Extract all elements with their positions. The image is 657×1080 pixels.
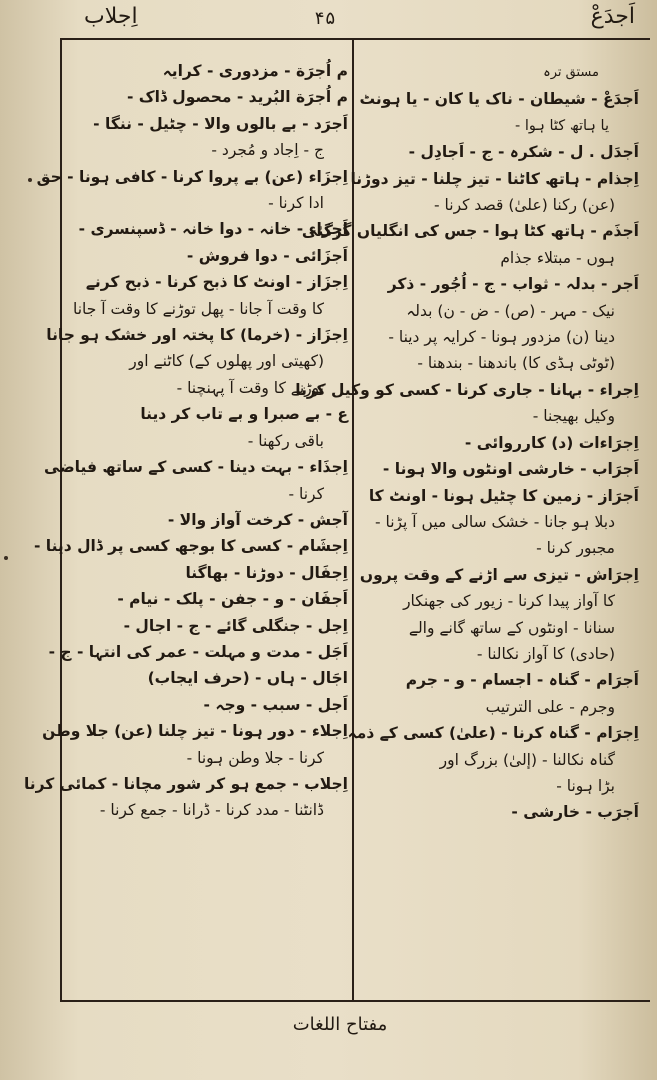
entry-line: یا ہاتھ کٹا ہوا - — [515, 117, 609, 134]
entry-line: اَجدَل . ل - شکرہ - ج - اَجادِل - — [408, 143, 639, 162]
entry-line: اِجزَاز - (خرما) کا پختہ اور خشک ہو جانا — [46, 326, 348, 345]
entry-line: مستق ترہ — [543, 65, 599, 80]
entry-line: اَجرَام - گناہ - اجسام - و - جرم — [405, 671, 639, 690]
entry-line: م اُجرَة - مزدوری - کرایہ — [162, 62, 348, 80]
entry-line: نیک - مہر - (ص) - ض - ن) بدلہ — [406, 301, 615, 320]
entry-line: م اُجرَة البُرید - محصول ڈاک - — [126, 88, 348, 107]
entry-line: اِجل - جنگلی گائے - ج - اجال - — [123, 616, 348, 635]
entry-line: کرنا - جلا وطن ہونا - — [186, 748, 324, 767]
entry-line: مجبور کرنا - — [536, 539, 615, 558]
entry-line: اَجرَاز - زمین کا چٹیل ہونا - اونٹ کا — [368, 486, 639, 505]
entry-line: ع - بے صبرا و بے تاب کر دینا — [140, 405, 348, 424]
header-right-word: اَجدَعْ — [590, 4, 635, 29]
margin-mark — [4, 556, 8, 560]
entry-line: ج - اِجاد و مُجرد - — [211, 141, 324, 160]
entry-line: اَجذَم - ہاتھ کٹا ہوا - جس کی انگلیاں گرگئی — [301, 222, 639, 241]
entry-line: (کھیتی اور پھلوں کے) کاٹنے اور — [129, 352, 324, 371]
entry-line: دبلا ہو جانا - خشک سالی میں آ پڑنا - — [374, 512, 615, 531]
entry-line: اَجل - سبب - وجہ - — [203, 695, 348, 714]
entry-line: وجرم - علی الترتیب — [485, 697, 615, 716]
entry-line: اَجفَان - و - جفن - پلک - نیام - — [117, 590, 348, 609]
margin-mark — [28, 178, 32, 182]
entry-line: اِجرَاءات (د) کارروائی - — [464, 433, 639, 452]
entry-line: کرنا - — [288, 484, 324, 503]
page-number: ۴۵ — [314, 8, 336, 29]
entry-line: دینا (ن) مزدور ہونا - کرایہ پر دینا - — [388, 328, 615, 347]
entry-line: (عن) رکنا (علیٰ) قصد کرنا - — [434, 196, 615, 215]
entry-line: اَجر - بدلہ - ثواب - ج - اُجُور - ذکر — [387, 275, 639, 294]
entry-line: ہوں - مبتلاء جذام — [500, 248, 615, 267]
entry-line: (ٹوٹی ہڈی کا) باندھنا - بندھنا - — [417, 354, 615, 373]
entry-line: اِجذام - ہاتھ کاٹنا - تیز چلنا - تیز دوڑنا — [350, 169, 639, 188]
entry-line: گناہ نکالنا - (إلیٰ) بزرگ اور — [439, 750, 615, 769]
entry-line: اَجرَد - بے بالوں والا - چٹیل - ننگا - — [93, 114, 348, 133]
entry-line: اِجزَاء (عن) بے پروا کرنا - کافی ہونا - حق — [36, 167, 348, 186]
entry-line: وکیل بھیجنا - — [532, 407, 615, 426]
entry-line: اِجرَام - گناہ کرنا - (علیٰ) کسی کے ذمہ — [347, 724, 639, 743]
header-left-word: اِجلاب — [84, 4, 138, 29]
left-column — [23, 58, 348, 824]
entry-line: ادا کرنا - — [268, 194, 324, 213]
entry-line: (حادی) کا آواز نکالنا - — [476, 644, 615, 663]
entry-line: ڈانٹنا - مدد کرنا - ڈرانا - جمع کرنا - — [99, 801, 324, 820]
entry-line: اجَال - ہاں - (حرف ایجاب) — [147, 669, 348, 688]
footer-title: مفتاح اللغات — [292, 1014, 388, 1035]
entry-line: اِجزَاز - اونٹ کا ذبح کرنا - ذبح کرنے — [85, 273, 348, 292]
entry-line: اَجرَب - خارشی - — [511, 803, 639, 822]
footer-rule — [60, 1000, 650, 1002]
entry-line: توڑنے کا وقت آ پہنچنا - — [176, 378, 324, 397]
entry-line: اِجراء - بہانا - جاری کرنا - کسی کو وکیل کرنا — [295, 380, 639, 399]
entry-line: اَجَل - مدت و مہلت - عمر کی انتہا - ج - — [48, 642, 348, 661]
entry-line: اِجرَاش - تیزی سے اڑنے کے وقت پروں — [359, 565, 639, 584]
header-rule — [60, 38, 650, 40]
entry-line: سنانا - اونٹوں کے ساتھ گانے والے — [408, 618, 615, 637]
entry-line: اِجفَال - دوڑنا - بھاگنا — [185, 563, 348, 582]
entry-line: باقی رکھنا - — [247, 431, 324, 450]
entry-line: کا وقت آ جانا - پھل توڑنے کا وقت آ جانا — [73, 299, 324, 318]
entry-line: اِجلاب - جمع ہو کر شور مچانا - کمائی کرنا — [23, 774, 348, 793]
entry-line: اِجذَاء - بہت دینا - کسی کے ساتھ فیاضی — [44, 458, 348, 477]
entry-line: اَجزَاء - خانہ - دوا خانہ - ڈسپنسری - — [78, 220, 348, 239]
entry-line: آجش - کرخت آواز والا - — [167, 510, 348, 529]
entry-line: کا آواز پیدا کرنا - زیور کی جھنکار — [403, 592, 615, 611]
entry-line: اِجلاء - دور ہونا - تیز چلنا (عن) جلا وطن — [42, 722, 348, 741]
entry-line: بڑا ہونا - — [556, 776, 615, 795]
entry-line: اَجرَاب - خارشی اونٹوں والا ہونا - — [382, 460, 639, 479]
entry-line: اَجدَعْ - شیطان - ناک یا کان - یا ہونٹ — [359, 90, 639, 109]
entry-line: اَجزَائی - دوا فروش - — [186, 246, 348, 265]
entry-line: اِجشَام - کسی کا بوجھ کسی پر ڈال دینا - — [33, 537, 348, 556]
